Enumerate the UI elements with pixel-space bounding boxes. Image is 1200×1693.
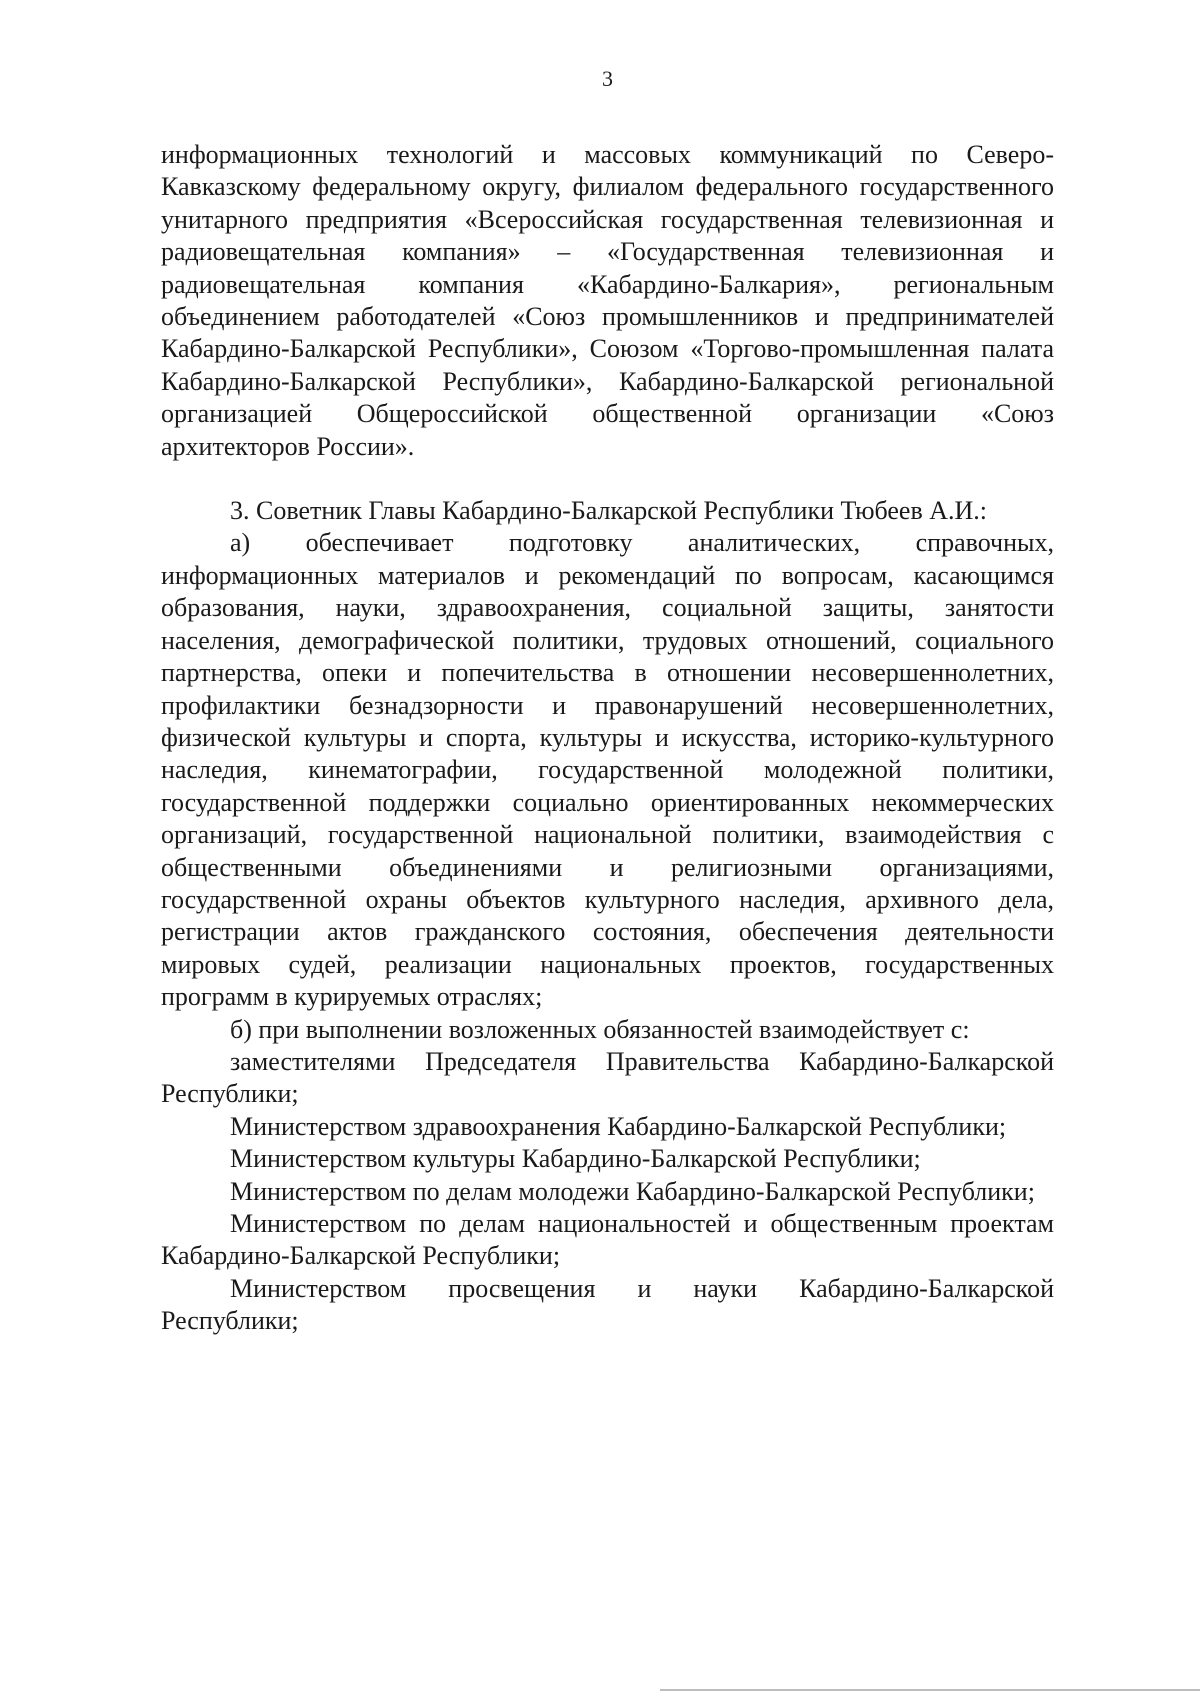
list-item: Министерством по делам молодежи Кабардино-Балкарской Республики; — [230, 1176, 1035, 1206]
list-item: Министерством культуры Кабардино-Балкарской Республики; — [230, 1144, 921, 1174]
page-number: 3 — [602, 66, 613, 91]
paragraph-item-b: б) при выполнении возложенных обязанностей взаимодействует с: — [230, 1014, 970, 1044]
paragraph-organizations-list: информационных технологий и массовых коммуникаций по Северо-Кавказскому федеральному округу, филиалом федерального государственного унитарного предприятия «Всероссийская государственная телевизионная и радиовещательная компания» – «Государственная телевизионная и радиовещательная компания «Кабардино-Балкария», региональным объединением работодателей «Союз промышленников и предпринимателей Кабардино-Балкарской Республики», Союзом «Торгово-промышленная палата Кабардино-Балкарской Республики», Кабардино-Балкарской региональной организацией Общероссийской общественной организации «Союз архитекторов России». — [161, 140, 1054, 461]
document-body — [161, 139, 1054, 1338]
list-item: Министерством по делам национальностей и общественным проектам Кабардино-Балкарской Республики; — [161, 1209, 1054, 1271]
list-item: заместителями Председателя Правительства Кабардино-Балкарской Республики; — [161, 1046, 1054, 1109]
section-3-heading: 3. Советник Главы Кабардино-Балкарской Республики Тюбеев А.И.: — [230, 496, 988, 526]
list-item: Министерством здравоохранения Кабардино-Балкарской Республики; — [230, 1111, 1007, 1141]
paragraph-item-a: а) обеспечивает подготовку аналитических, справочных, информационных материалов и рекомендаций по вопросам, касающимся образования, науки, здравоохранения, социальной защиты, занятости населения, демографической политики, трудовых отношений, социального партнерства, опеки и попечительства в отношении несовершеннолетних, профилактики безнадзорности и правонарушений несовершеннолетних, физической культуры и спорта, культуры и искусства, историко-культурного наследия, кинематографии, государственной молодежной политики, государственной поддержки социально ориентированных некоммерческих организаций, государственной национальной политики, взаимодействия с общественными объединениями и религиозными организациями, государственной охраны объектов культурного наследия, архивного дела, регистрации актов гражданского состояния, обеспечения деятельности мировых судей, реализации национальных проектов, государственных программ в курируемых отраслях; — [161, 528, 1054, 1012]
paragraph-spacer — [161, 463, 1054, 495]
scan-edge-line — [660, 1689, 1200, 1691]
list-item: Министерством просвещения и науки Кабардино-Балкарской Республики; — [161, 1273, 1054, 1336]
